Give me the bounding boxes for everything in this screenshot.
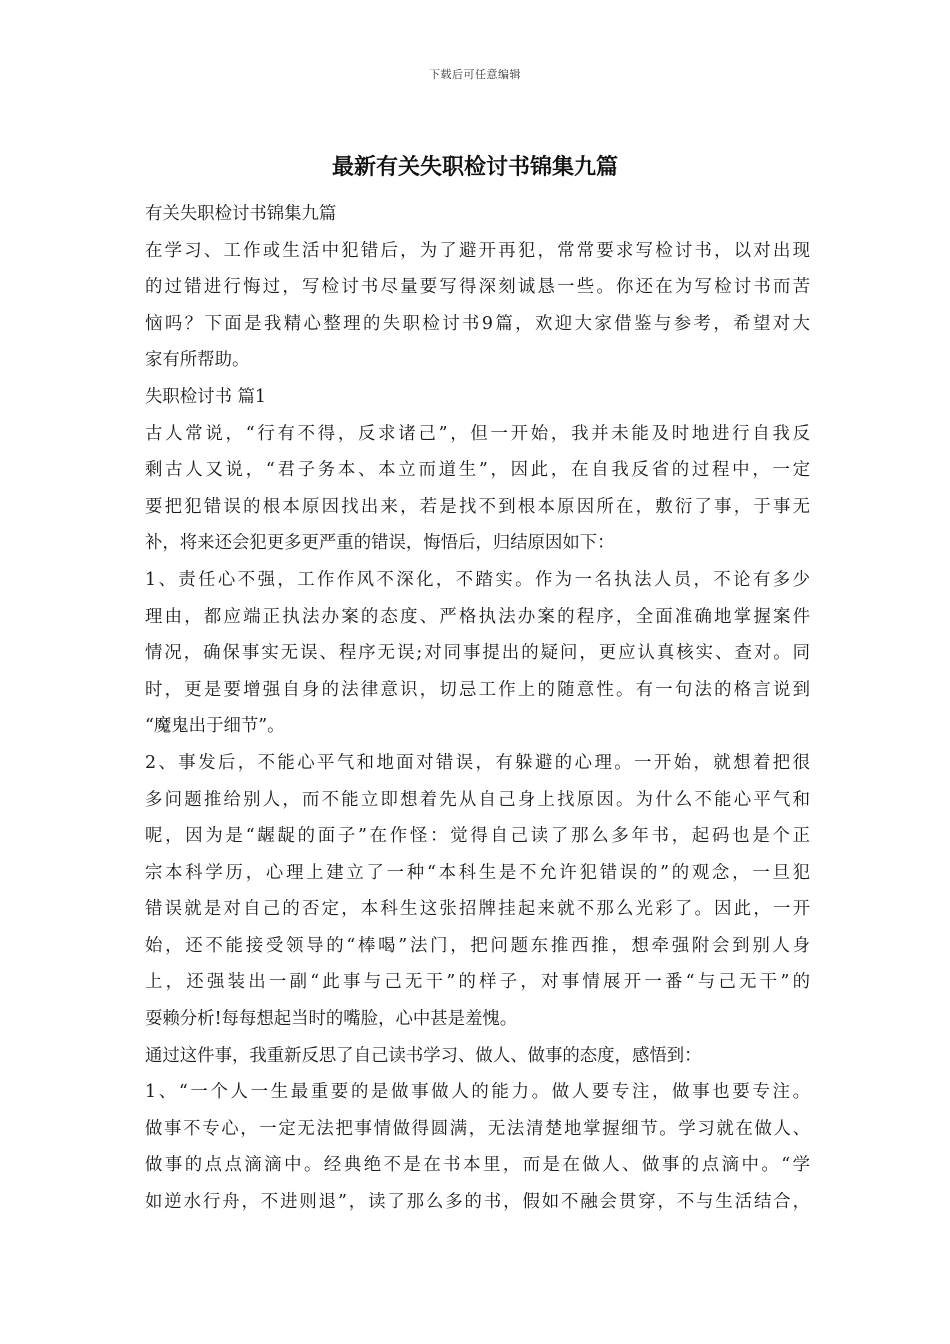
- body-line: 要把犯错误的根本原因找出来，若是找不到根本原因所在，敷衍了事，于事无: [145, 496, 810, 517]
- body-line: 理由，都应端正执法办案的态度、严格执法办案的程序，全面准确地掌握案件: [145, 606, 810, 627]
- body-line: 补，将来还会犯更多更严重的错误，悔悟后，归结原因如下：: [145, 533, 615, 554]
- body-line: 家有所帮助。: [145, 350, 250, 371]
- body-line: 1、“一个人一生最重要的是做事做人的能力。做人要专注，做事也要专注。: [145, 1082, 810, 1103]
- body-line: 恼吗？下面是我精心整理的失职检讨书9篇，欢迎大家借鉴与参考，希望对大: [145, 313, 810, 334]
- body-line: 2、事发后，不能心平气和地面对错误，有躲避的心理。一开始，就想着把很: [145, 752, 810, 773]
- body-line: 错误就是对自己的否定，本科生这张招牌挂起来就不那么光彩了。因此，一开: [145, 899, 810, 920]
- body-line-subtitle: 有关失职检讨书锦集九篇: [145, 204, 337, 224]
- body-line: 始，还不能接受领导的“棒喝”法门，把问题东推西推，想牵强附会到别人身: [145, 935, 810, 956]
- body-line: 时，更是要增强自身的法律意识，切忌工作上的随意性。有一句法的格言说到: [145, 679, 810, 700]
- page-header-note: 下载后可任意编辑: [429, 68, 521, 81]
- section-heading: 失职检讨书 篇1: [145, 386, 266, 407]
- body-line: 做事的点点滴滴中。经典绝不是在书本里，而是在做人、做事的点滴中。“学: [145, 1155, 810, 1176]
- body-line: 宗本科学历，心理上建立了一种“本科生是不允许犯错误的”的观念，一旦犯: [145, 862, 810, 883]
- document-body: [145, 196, 810, 1221]
- body-line: 的过错进行悔过，写检讨书尽量要写得深刻诚恳一些。你还在为写检讨书而苦: [145, 277, 810, 298]
- body-line: 多问题推给别人，而不能立即想着先从自己身上找原因。为什么不能心平气和: [145, 789, 810, 810]
- body-line: 呢，因为是“龌龊的面子”在作怪：觉得自己读了那么多年书，起码也是个正: [145, 826, 810, 847]
- body-line: 如逆水行舟，不进则退”，读了那么多的书，假如不融会贯穿，不与生活结合，: [145, 1192, 810, 1213]
- body-line: 1、责任心不强，工作作风不深化，不踏实。作为一名执法人员，不论有多少: [145, 569, 810, 590]
- body-line: 古人常说，“行有不得，反求诸己”，但一开始，我并未能及时地进行自我反: [145, 423, 810, 444]
- body-line: 在学习、工作或生活中犯错后，为了避开再犯，常常要求写检讨书，以对出现: [145, 240, 810, 261]
- body-line: 通过这件事，我重新反思了自己读书学习、做人、做事的态度，感悟到：: [145, 1045, 702, 1066]
- document-title: 最新有关失职检讨书锦集九篇: [331, 154, 618, 180]
- body-line: 剩古人又说，“君子务本、本立而道生”，因此，在自我反省的过程中，一定: [145, 460, 810, 481]
- body-line: 做事不专心，一定无法把事情做得圆满，无法清楚地掌握细节。学习就在做人、: [145, 1118, 810, 1139]
- body-line: 上，还强装出一副“此事与己无干”的样子，对事情展开一番“与己无干”的: [145, 972, 810, 993]
- body-line: 耍赖分析!每每想起当时的嘴脸，心中甚是羞愧。: [145, 1009, 518, 1030]
- body-line: “魔鬼出于细节”。: [145, 716, 285, 737]
- body-line: 情况，确保事实无误、程序无误;对同事提出的疑问，更应认真核实、查对。同: [145, 643, 810, 664]
